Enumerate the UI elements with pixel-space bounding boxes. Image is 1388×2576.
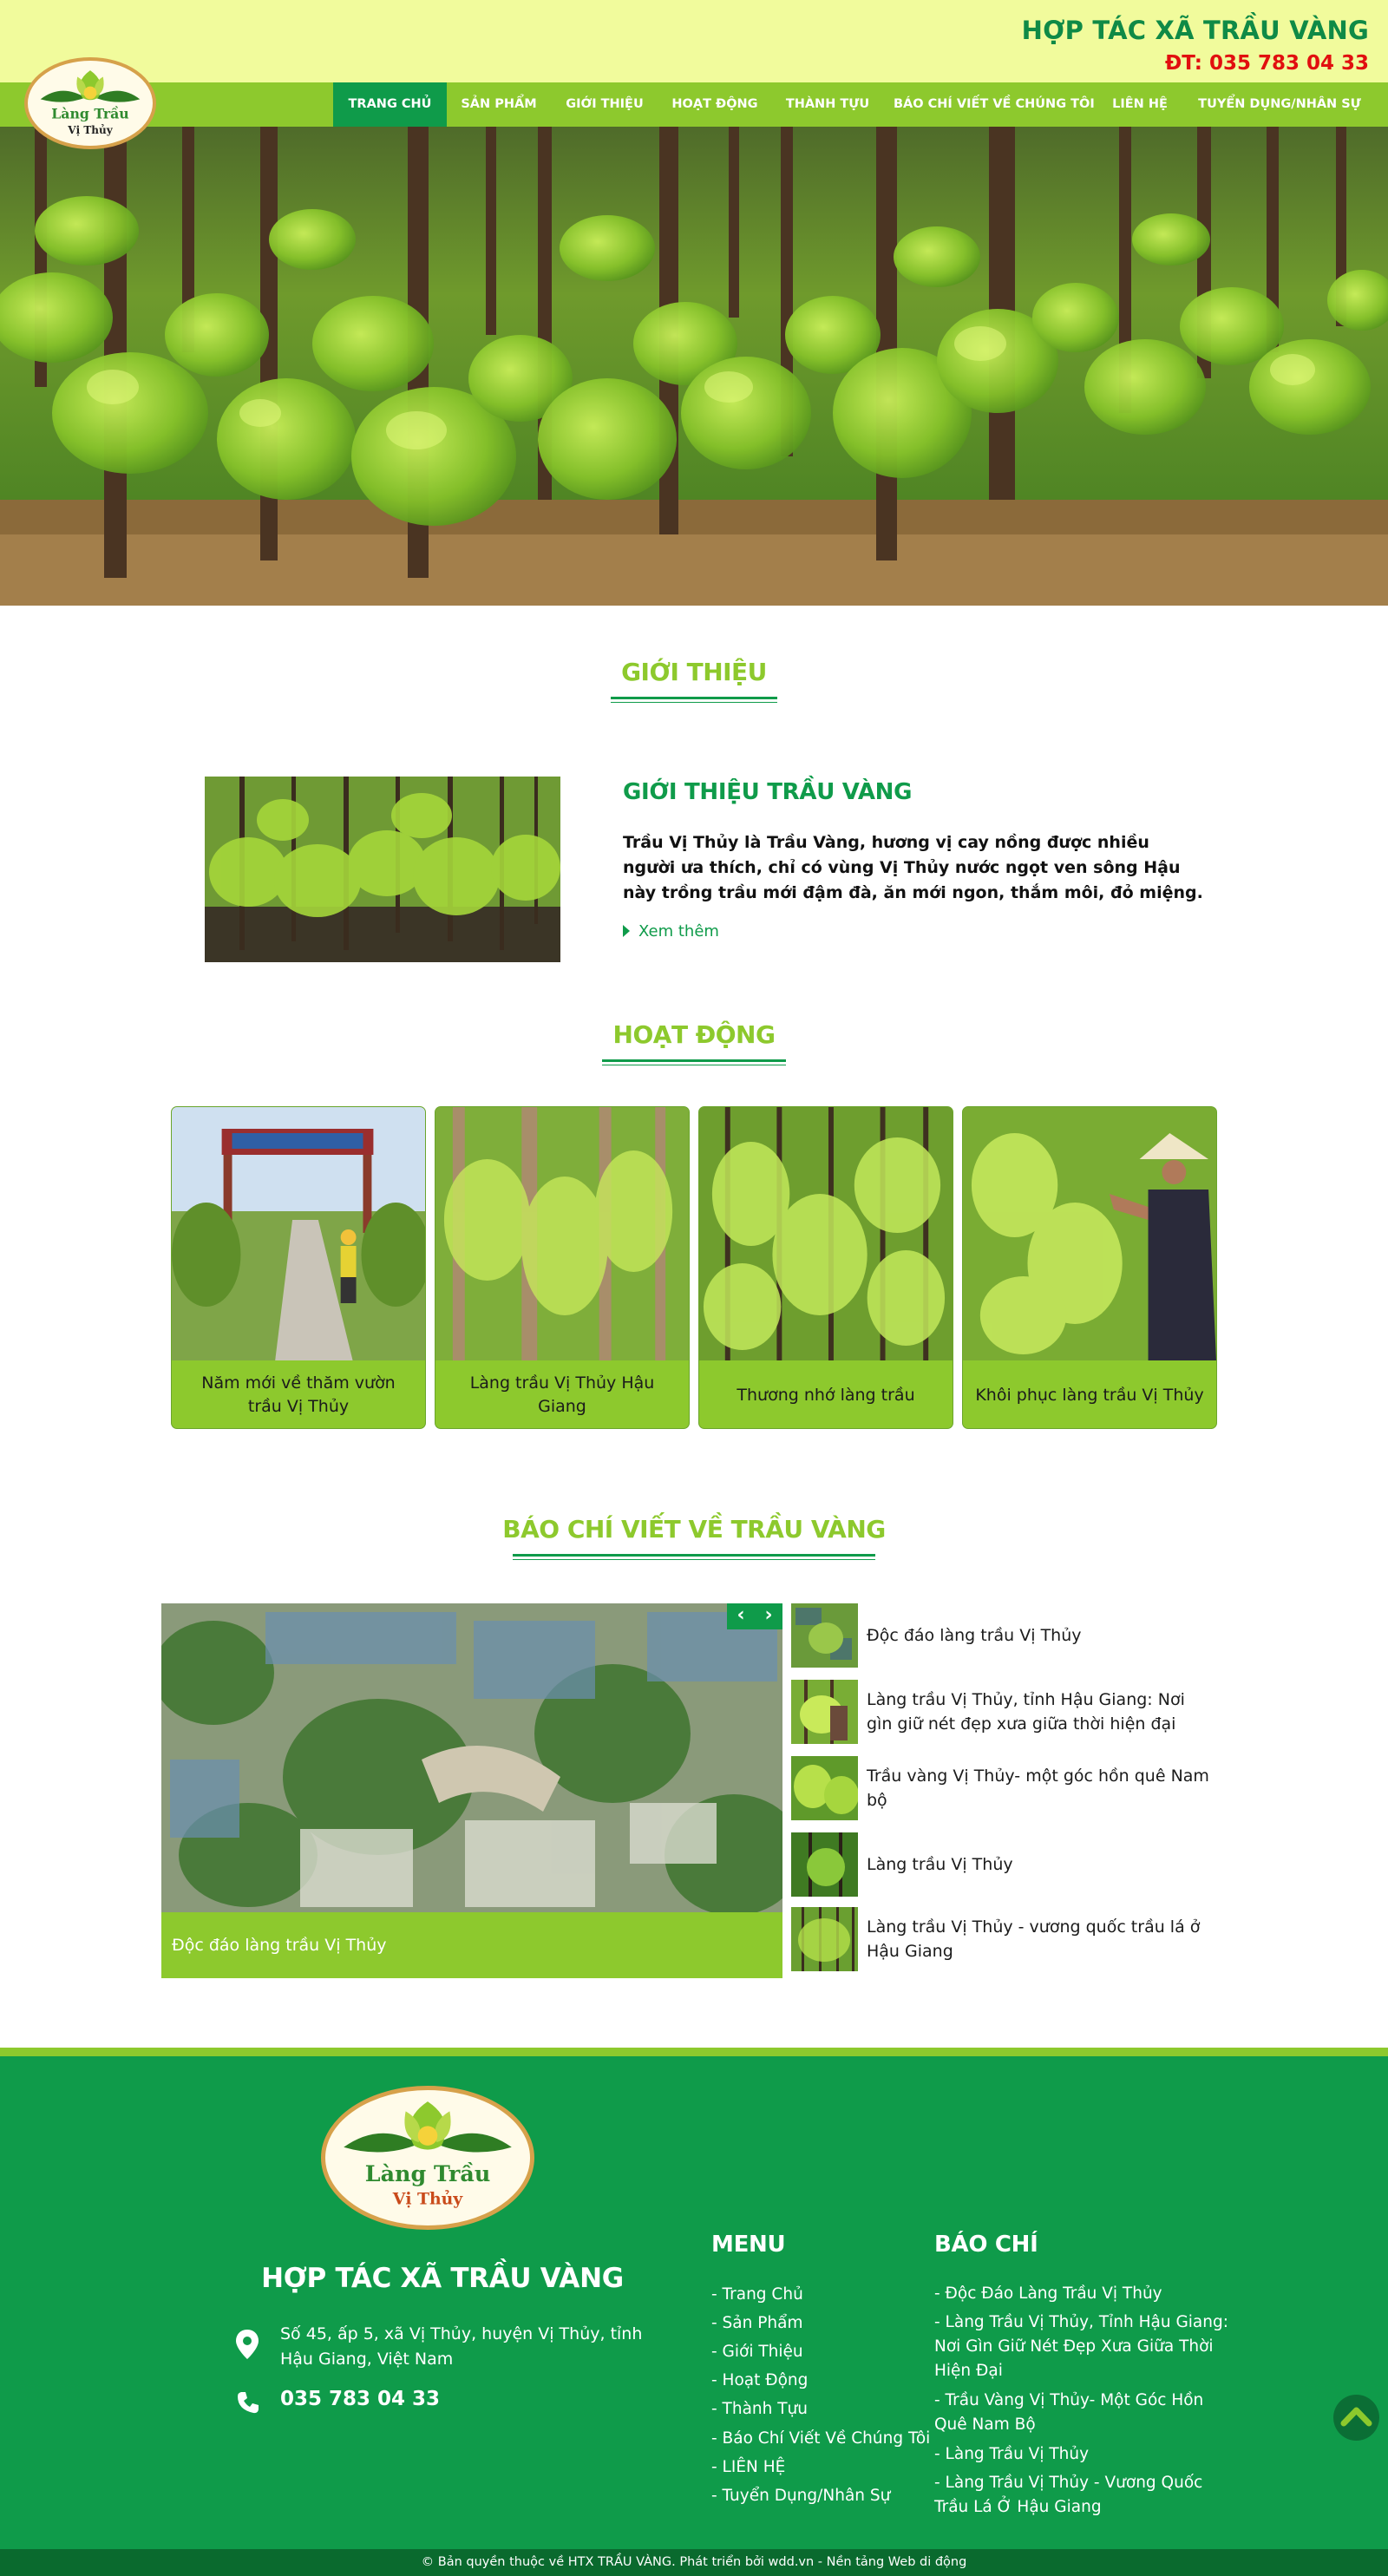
triangle-right-icon [623,925,630,937]
press-title-underline [513,1554,875,1560]
activity-card[interactable] [698,1106,953,1429]
footer-address: Số 45, ấp 5, xã Vị Thủy, huyện Vị Thủy, tỉnh Hậu Giang, Việt Nam [280,2324,643,2369]
intro-section-title: GIỚI THIỆU [621,658,767,686]
footer-menu-item[interactable]: - Sản Phẩm [711,2314,803,2332]
activity-caption: Năm mới về thăm vườn trầu Vị Thủy [201,1373,396,1416]
footer-menu-item[interactable]: - Báo Chí Viết Về Chúng Tôi [711,2429,931,2448]
press-item-title: Độc đáo làng trầu Vị Thủy [867,1626,1082,1645]
footer-press-item[interactable]: - Làng Trầu Vị Thủy, Tỉnh Hậu Giang: Nơi Gìn Giữ Nét Đẹp Xưa Giữa Thời Hiện Đại [934,2313,1228,2380]
footer-logo-text-line2: Vị Thủy [392,2189,463,2209]
footer-press-item[interactable]: - Độc Đáo Làng Trầu Vị Thủy [934,2284,1162,2303]
copyright-bar: © Bản quyền thuộc về HTX TRẦU VÀNG. Phát triển bởi wdd.vn - Nền tảng Web di động [0,2549,1388,2576]
activity-caption: Làng trầu Vị Thủy Hậu Giang [469,1373,655,1416]
press-featured-image[interactable] [161,1603,782,1912]
intro-title-underline [611,697,777,703]
activities-section-title: HOẠT ĐỘNG [612,1020,776,1049]
press-list-item[interactable] [791,1756,1216,1822]
activity-image [699,1107,953,1360]
intro-heading: GIỚI THIỆU TRẦU VÀNG [623,779,913,805]
footer-company-name: HỢP TÁC XÃ TRẦU VÀNG [261,2263,624,2294]
press-item-title: Làng trầu Vị Thủy [867,1855,1013,1874]
press-item-title: Làng trầu Vị Thủy, tỉnh Hậu Giang: Nơi gìn giữ nét đẹp xưa giữa thời hiện đại [867,1690,1185,1734]
activity-caption: Thương nhớ làng trầu [737,1385,915,1405]
slider-prev-button[interactable] [727,1603,755,1629]
footer-logo-text-line1: Làng Trầu [364,2160,491,2187]
footer-press-item[interactable]: - Làng Trầu Vị Thủy [934,2445,1090,2463]
nav-item-products[interactable]: SẢN PHẨM [461,97,537,111]
activity-card[interactable] [435,1106,690,1429]
intro-text: Trầu Vị Thủy là Trầu Vàng, hương vị cay nồng được nhiều người ưa thích, chỉ có vùng Vị Thủy nước ngọt ven sông Hậu này trồng trầu mới đậm đà, ăn mới ngon, thắm môi, đỏ miệng. [623,833,1203,902]
press-thumbnail [791,1603,858,1668]
press-thumbnail [791,1756,858,1820]
footer-menu-title: MENU [711,2232,786,2258]
footer-menu-item[interactable]: - LIÊN HỆ [711,2458,786,2476]
location-pin-icon [236,2330,259,2359]
chevron-left-icon: ‹ [737,1604,745,1626]
slider-next-button[interactable] [755,1603,782,1629]
footer-menu-item[interactable]: - Hoạt Động [711,2371,809,2389]
footer-menu-item[interactable]: - Trang Chủ [711,2285,803,2304]
nav-item-press[interactable]: BÁO CHÍ VIẾT VỀ CHÚNG TÔI [894,97,1095,111]
press-thumbnail [791,1680,858,1744]
press-section-title: BÁO CHÍ VIẾT VỀ TRẦU VÀNG [502,1515,886,1544]
press-list-item[interactable] [791,1907,1216,1973]
footer-menu-item[interactable]: - Thành Tựu [711,2400,808,2418]
press-featured-caption[interactable]: Độc đáo làng trầu Vị Thủy [161,1912,782,1978]
header-hotline[interactable]: ĐT: 035 783 04 33 [1165,52,1369,75]
activity-card[interactable] [171,1106,426,1429]
footer-logo[interactable] [321,2086,534,2230]
activity-image [963,1107,1216,1360]
footer-press-item[interactable]: - Làng Trầu Vị Thủy - Vương Quốc Trầu Lá Ở Hậu Giang [934,2474,1203,2516]
press-thumbnail [791,1907,858,1971]
read-more-label: Xem thêm [638,922,719,941]
nav-item-achievements[interactable]: THÀNH TỰU [785,97,870,111]
footer-menu-item[interactable]: - Tuyển Dụng/Nhân Sự [711,2487,891,2505]
activity-image [435,1107,689,1360]
intro-image[interactable] [205,777,560,962]
back-to-top-icon [1333,2395,1379,2441]
press-item-title: Làng trầu Vị Thủy - vương quốc trầu lá ở Hậu Giang [867,1917,1201,1961]
betel-leaf-logo-icon [28,61,153,146]
press-list-item[interactable] [791,1680,1216,1746]
press-thumbnail [791,1832,858,1897]
phone-icon [236,2390,260,2415]
activity-caption: Khôi phục làng trầu Vị Thủy [975,1385,1204,1405]
activities-title-underline [602,1059,786,1065]
nav-item-contact[interactable]: LIÊN HỆ [1112,97,1168,111]
read-more-link[interactable] [623,922,719,941]
hero-banner-image [0,127,1388,606]
press-item-title: Trầu vàng Vị Thủy- một góc hồn quê Nam bộ [867,1766,1209,1810]
site-logo[interactable] [24,57,156,149]
footer-menu-item[interactable]: - Giới Thiệu [711,2343,803,2361]
activity-image [172,1107,425,1360]
logo-text-line1: Làng Trầu [51,105,129,122]
nav-item-activities[interactable]: HOẠT ĐỘNG [671,97,758,111]
chevron-right-icon: › [764,1604,773,1626]
footer-press-title: BÁO CHÍ [934,2232,1038,2258]
footer-press-item[interactable]: - Trầu Vàng Vị Thủy- Một Góc Hồn Quê Nam Bộ [934,2391,1204,2434]
press-list-item[interactable] [791,1603,1216,1669]
activity-card[interactable] [962,1106,1217,1429]
betel-leaf-logo-icon [325,2090,530,2225]
back-to-top-button[interactable] [1333,2395,1379,2441]
nav-item-about[interactable]: GIỚI THIỆU [566,97,644,111]
nav-item-home[interactable]: TRANG CHỦ [333,82,447,127]
header-company-name: HỢP TÁC XÃ TRẦU VÀNG [1021,16,1369,45]
nav-item-recruitment[interactable]: TUYỂN DỤNG/NHÂN SỰ [1198,97,1361,111]
footer-stripe [0,2048,1388,2056]
logo-text-line2: Vị Thủy [68,124,113,137]
footer-phone[interactable]: 035 783 04 33 [280,2388,441,2410]
press-list-item[interactable] [791,1832,1216,1898]
